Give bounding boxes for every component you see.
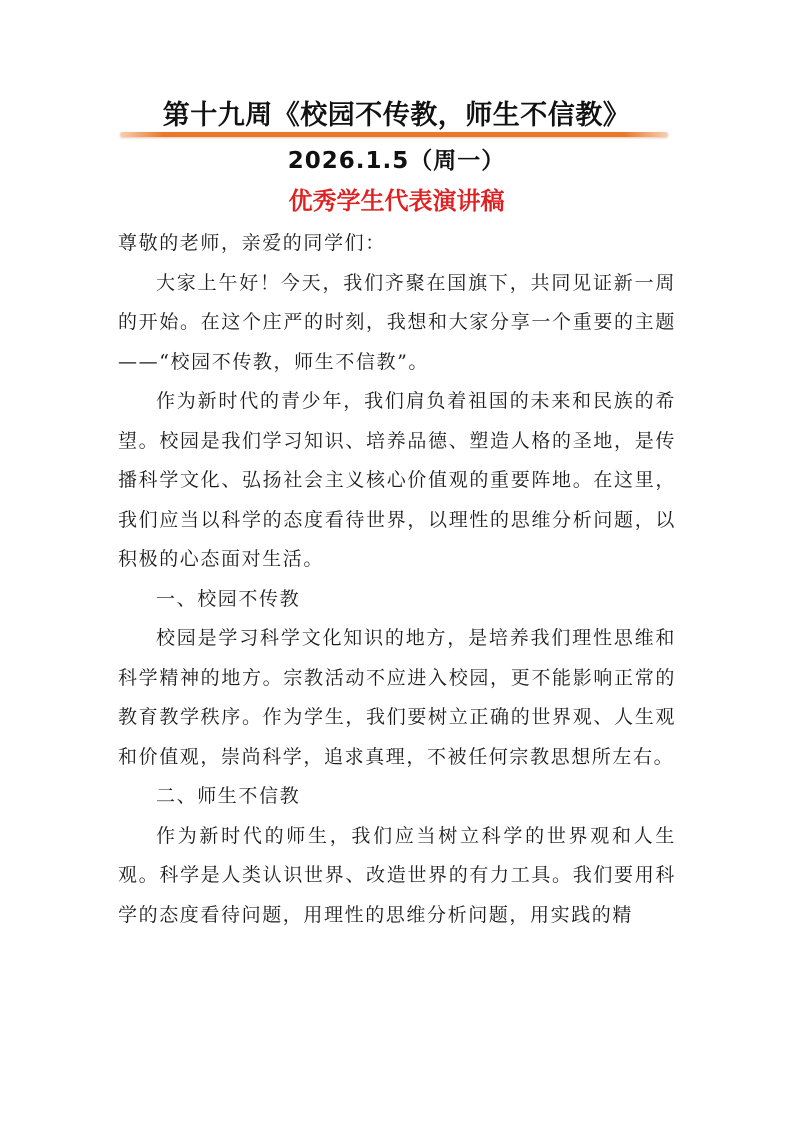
- speech-body: [118, 224, 676, 935]
- greeting: 尊敬的老师，亲爱的同学们：: [118, 232, 386, 254]
- paragraph-opening: 大家上午好！今天，我们齐聚在国旗下，共同见证新一周的开始。在这个庄严的时刻，我想和大家分享一个重要的主题——“校园不传教，师生不信教”。: [118, 271, 676, 373]
- title-underline-rule: [120, 132, 668, 137]
- paragraph-youth-responsibility: 作为新时代的青少年，我们肩负着祖国的未来和民族的希望。校园是我们学习知识、培养品德、塑造人格的圣地，是传播科学文化、弘扬社会主义核心价值观的重要阵地。在这里，我们应当以科学的态度看待世界，以理性的思维分析问题，以积极的心态面对生活。: [118, 390, 676, 570]
- document-date: 2026.1.5（周一）: [287, 148, 506, 174]
- section-heading-1: 一、校园不传教: [156, 587, 301, 610]
- document-subtitle: 优秀学生代表演讲稿: [288, 187, 505, 215]
- paragraph-section-2: 作为新时代的师生，我们应当树立科学的世界观和人生观。科学是人类认识世界、改造世界的有力工具。我们要用科学的态度看待问题，用理性的思维分析问题，用实践的精: [118, 824, 676, 926]
- section-heading-2: 二、师生不信教: [156, 785, 301, 807]
- document-title: 第十九周《校园不传教，师生不信教》: [162, 100, 631, 131]
- paragraph-section-1: 校园是学习科学文化知识的地方，是培养我们理性思维和科学精神的地方。宗教活动不应进入校园，更不能影响正常的教育教学秩序。作为学生，我们要树立正确的世界观、人生观和价值观，崇尚科学，追求真理，不被任何宗教思想所左右。: [118, 627, 676, 768]
